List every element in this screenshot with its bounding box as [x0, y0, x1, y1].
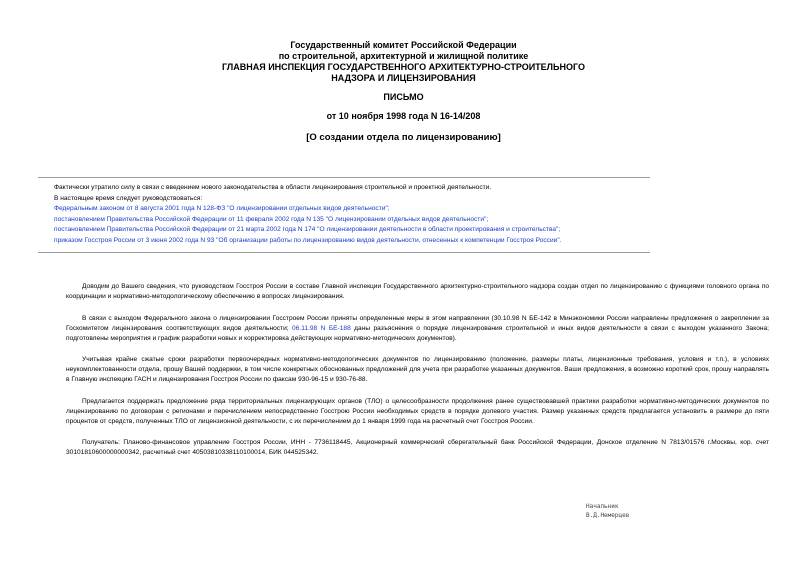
note-link-law-128[interactable]: Федеральным законом от 8 августа 2001 года N 128-ФЗ "О лицензировании отдельных видов деятельности"; — [54, 205, 390, 212]
document-header — [0, 40, 807, 143]
header-line-3: ГЛАВНАЯ ИНСПЕКЦИЯ ГОСУДАРСТВЕННОГО АРХИТЕКТУРНО-СТРОИТЕЛЬНОГО — [222, 62, 585, 72]
paragraph-2-text-b: даны разъяснения о порядке лицензирования строительной и иных видов деятельности в связи с выходом указанного Закона; подготовлены мероприятия и график разработки новых и корректировка действующих нормативно-методических документов). — [66, 324, 769, 342]
note-bottom-divider — [38, 252, 650, 253]
signature-name: В.Д.Немерцев — [586, 512, 630, 519]
document-date: от 10 ноября 1998 года N 16-14/208 — [326, 111, 481, 121]
paragraph-2-text-a: В связи с выходом Федерального закона о лицензировании Госстроем России приняты определенные меры в этом направлении (30.10.98 N БЕ-142 в Минэкономики России направлены предложения о закреплении за Госкомитетом лицензирования соответствующих видов деятельности; — [66, 314, 769, 332]
paragraph-2-link-be-188[interactable]: 06.11.98 N БЕ-188 — [292, 324, 351, 332]
note-link-decree-174[interactable]: постановлением Правительства Российской Федерации от 21 марта 2002 года N 174 "О лицензировании деятельности в области проектирования и строительства"; — [54, 226, 561, 233]
signature-title: Начальник — [586, 503, 619, 510]
paragraph-5: Получатель: Планово-финансовое управление Госстроя России, ИНН - 7736118445, Акционерный коммерческий сберегательный банк Российской Федерации, Донское отделение N 7813/01576 г.Москвы, кор. счет 30101810600000000342, расчетный счет 40503810338110100014, БИК 044525342. — [66, 439, 769, 456]
note-link-decree-135[interactable]: постановлением Правительства Российской Федерации от 11 февраля 2002 года N 135 "О лицензировании отдельных видов деятельности"; — [54, 215, 489, 223]
note-status-text: Фактически утратило силу в связи с введением нового законодательства в области лицензирования строительной и проектной деятельности. — [54, 184, 492, 191]
note-link-order-93[interactable]: приказом Госстроя России от 3 июня 2002 года N 93 "Об организации работы по лицензированию видов деятельности, отнесенных к компетенции Госстроя России". — [54, 236, 562, 244]
header-line-1: Государственный комитет Российской Федерации — [290, 40, 517, 50]
status-note — [38, 177, 650, 253]
header-line-4: НАДЗОРА И ЛИЦЕНЗИРОВАНИЯ — [331, 73, 476, 83]
document-type: ПИСЬМО — [383, 92, 424, 102]
signature-block — [586, 502, 629, 520]
paragraph-3: Учитывая крайне сжатые сроки разработки первоочередных нормативно-методологических документов по лицензированию (положение, размеры платы, лицензионные требования, условия и т.п.), в условиях неукомплектованности отдела, прошу Вашей поддержки, в том числе конкретных обоснованных предложений для учета при разработке указанных документов. Ваши предложения, в возможно короткий срок, прошу направлять в Главную инспекцию ГАСН и лицензирования Госстроя России по факсам 930-96-15 и 930-76-88. — [66, 356, 769, 383]
paragraph-4: Предлагается поддержать предложение ряда территориальных лицензирующих органов (ТЛО) о целесообразности продолжения ранее существовавшей практики разработки нормативно-методических документов по лицензированию по договорам с регионами и перечислением непосредственно Госстрою России необходимых средств в порядке долевого участия. Размер указанных средств предлагается установить в размере до пяти процентов от средств, полученных ТЛО от лицензионной деятельности, с их перечислением до 1 января 1999 года на расчетный счет Госстроя России. — [66, 397, 769, 425]
document-subject: [О создании отдела по лицензированию] — [306, 132, 501, 143]
paragraph-1: Доводим до Вашего сведения, что руководством Госстроя России в составе Главной инспекции Государственного архитектурно-строительного надзора создан отдел по лицензированию с функциями головного органа по координации и нормативно-методологическому обеспечению в вопросах лицензирования. — [66, 283, 769, 300]
header-line-2: по строительной, архитектурной и жилищной политике — [278, 51, 529, 61]
note-body — [38, 178, 650, 252]
letter-body — [66, 282, 769, 470]
paragraph-2 — [66, 314, 769, 344]
note-guidance-text: В настоящее время следует руководствоваться: — [54, 194, 203, 202]
